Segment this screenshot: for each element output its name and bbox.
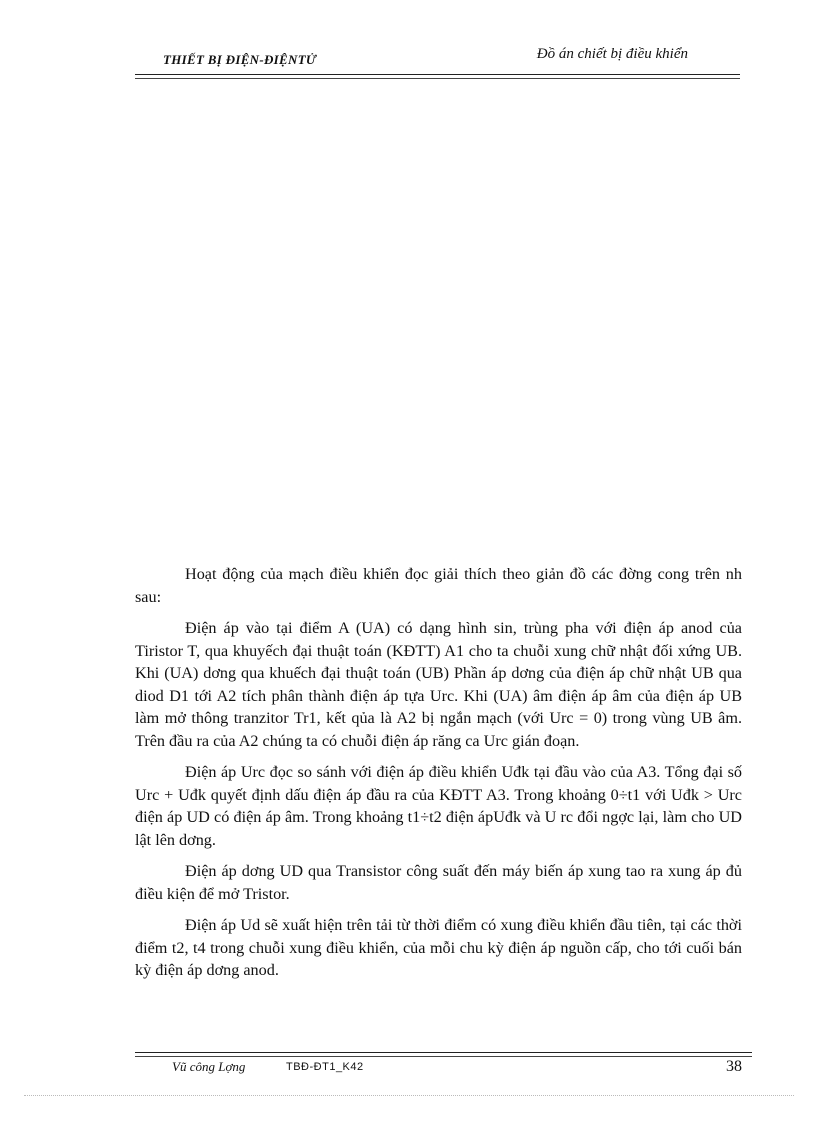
header-left-title: THIẾT BỊ ĐIỆN-ĐIỆNTỬ [163, 52, 317, 67]
page-edge-divider [24, 1095, 794, 1096]
page-number: 38 [726, 1058, 742, 1075]
footer-rule-thin [135, 1056, 752, 1057]
body-text [135, 563, 742, 991]
paragraph: Điện áp dơng UD qua Transistor công suất đến máy biến áp xung tao ra xung áp đủ điều kiện để mở Tristor. [135, 862, 742, 903]
footer-rule [135, 1052, 752, 1053]
paragraph: Điện áp Ud sẽ xuất hiện trên tải từ thời điểm có xung điều khiển đầu tiên, tại các thời điểm t2, t4 trong chuỗi xung điều khiển, của mỗi chu kỳ điện áp nguồn cấp, cho tới cuối bán kỳ điện áp dơng anod. [135, 916, 742, 979]
header-right-title: Đồ án chiết bị điều khiển [536, 46, 688, 62]
paragraph: Hoạt động của mạch điều khiển đọc giải thích theo giản đồ các đờng cong trên nh sau: [135, 565, 742, 606]
footer-code: TBĐ-ĐT1_K42 [286, 1061, 364, 1073]
paragraph: Điện áp vào tại điểm A (UA) có dạng hình sin, trùng pha với điện áp anod của Tiristor T, qua khuyếch đại thuật toán (KĐTT) A1 cho ta chuỗi xung chữ nhật đối xứng UB. Khi (UA) dơng qua khuếch đại thuật toán (UB) Phần áp dơng của điện áp chữ nhật UB qua diod D1 tới A2 tích phân thành điện áp tựa Urc. Khi (UA) âm điện áp âm của điện áp UB làm mở thông tranzitor Tr1, kết qủa là A2 bị ngắn mạch (với Urc = 0) trong vùng UB âm. Trên đầu ra của A2 chúng ta có chuỗi điện áp răng ca Urc gián đoạn. [135, 619, 742, 750]
header-rule-thin [135, 78, 740, 79]
footer-author: Vũ công Lợng [172, 1059, 246, 1074]
paragraph: Điện áp Urc đọc so sánh với điện áp điều khiển Uđk tại đầu vào của A3. Tổng đại số Urc + Uđk quyết định dấu điện áp đầu ra của KĐTT A3. Trong khoảng 0÷t1 với Uđk > Urc điện áp UD có điện áp âm. Trong khoảng t1÷t2 điện ápUđk và U rc đổi ngợc lại, làm cho UD lật lên dơng. [135, 763, 742, 849]
header-rule [135, 74, 740, 75]
